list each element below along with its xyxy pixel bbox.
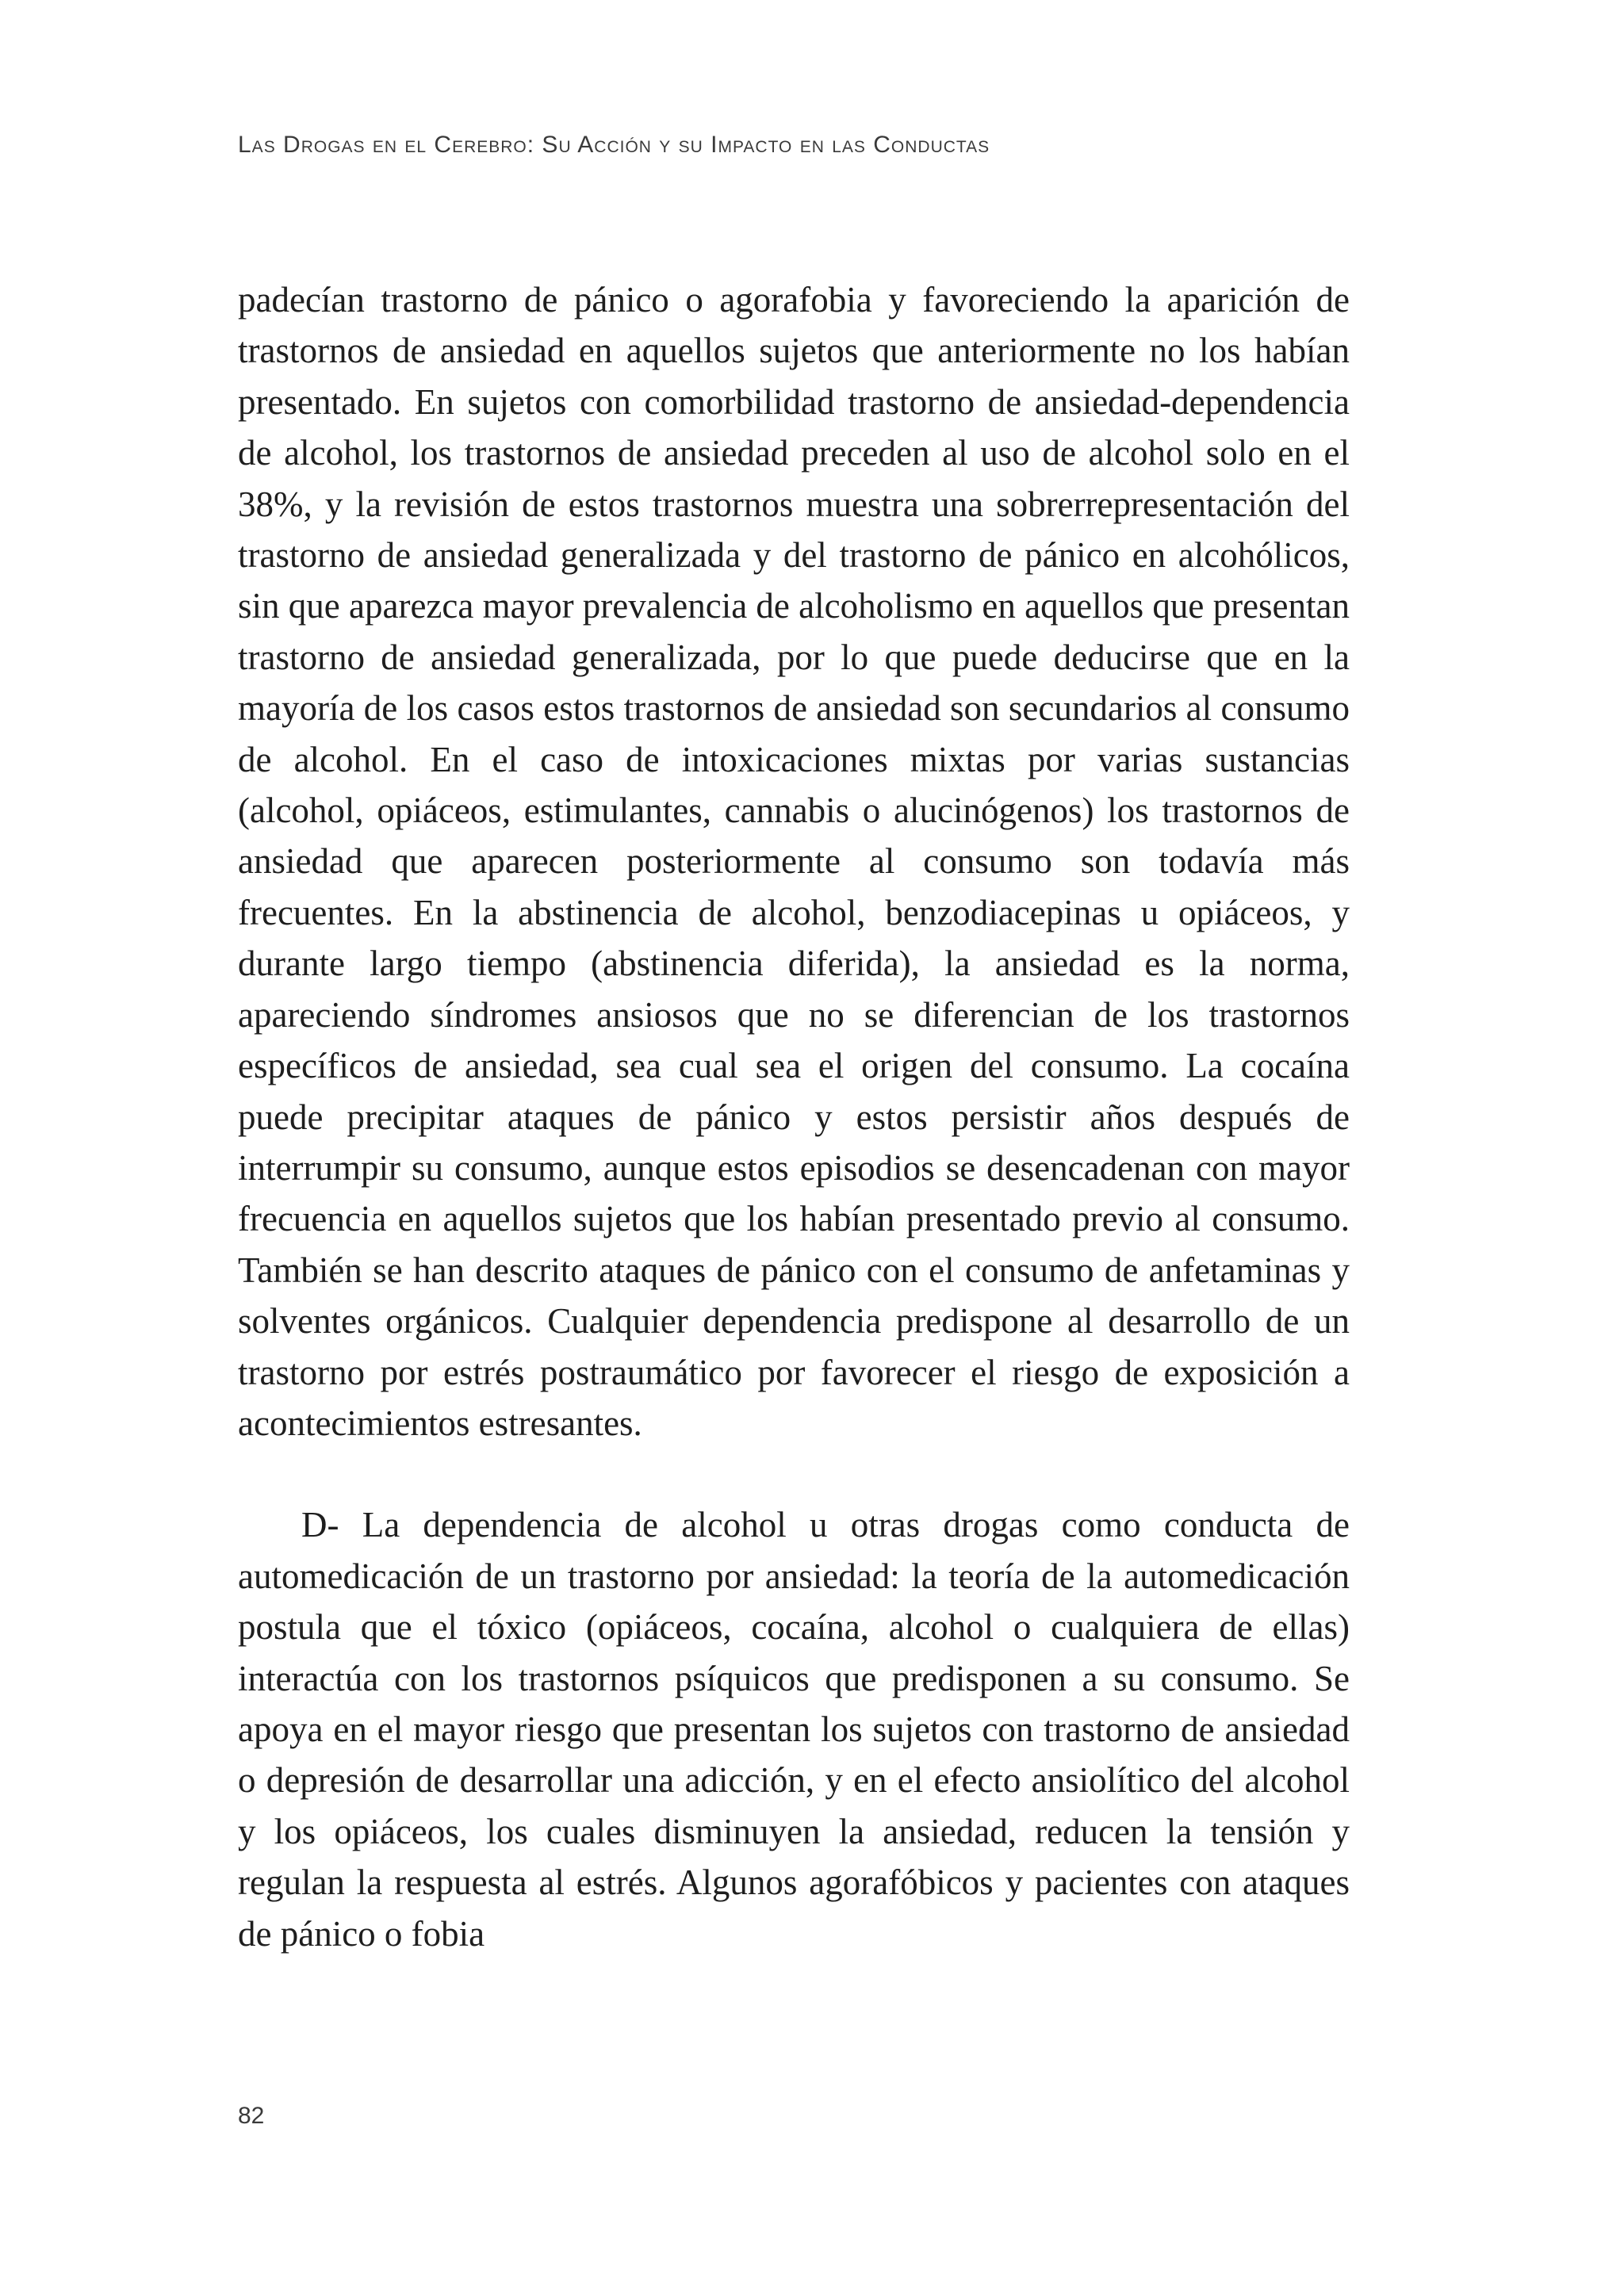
paragraph-anxiety-disorders: padecían trastorno de pánico o agorafobia y favoreciendo la aparición de trastornos de ansiedad en aquellos sujetos que anteriormente no los habían presentado. En sujetos con comorbilidad trastorno de ansiedad-dependencia de alcohol, los trastornos de ansiedad preceden al uso de alcohol solo en el 38%, y la revisión de estos trastornos muestra una sobrerrepresentación del trastorno de ansiedad generalizada y del trastorno de pánico en alcohólicos, sin que aparezca mayor prevalencia de alcoholismo en aquellos que presentan trastorno de ansiedad generalizada, por lo que puede deducirse que en la mayoría de los casos estos trastornos de ansiedad son secundarios al consumo de alcohol. En el caso de intoxicaciones mixtas por varias sustancias (alcohol, opiáceos, estimulantes, cannabis o alucinógenos) los trastornos de ansiedad que aparecen posteriormente al consumo son todavía más frecuentes. En la abstinencia de alcohol, benzodiacepinas u opiáceos, y durante largo tiempo (abstinencia diferida), la ansiedad es la norma, apareciendo síndromes ansiosos que no se diferencian de los trastornos específicos de ansiedad, sea cual sea el origen del consumo. La cocaína puede precipitar ataques de pánico y estos persistir años después de interrumpir su consumo, aunque estos episodios se desencadenan con mayor frecuencia en aquellos sujetos que los habían presentado previo al consumo. También se han descrito ataques de pánico con el consumo de anfetaminas y solventes orgánicos. Cualquier dependencia predispone al desarrollo de un trastorno por estrés postraumático por favorecer el riesgo de exposición a acontecimientos estresantes. bbox=[238, 280, 1350, 1443]
page-number: 82 bbox=[238, 2103, 265, 2129]
body-text bbox=[238, 274, 1350, 1959]
paragraph-self-medication: D- La dependencia de alcohol u otras drogas como conducta de automedicación de un trastorno por ansiedad: la teoría de la automedicación postula que el tóxico (opiáceos, cocaína, alcohol o cualquiera de ellas) interactúa con los trastornos psíquicos que predisponen a su consumo. Se apoya en el mayor riesgo que presentan los sujetos con trastorno de ansiedad o depresión de desarrollar una adicción, y en el efecto ansiolítico del alcohol y los opiáceos, los cuales disminuyen la ansiedad, reducen la tensión y regulan la respuesta al estrés. Algunos agorafóbicos y pacientes con ataques de pánico o fobia bbox=[238, 1505, 1350, 1954]
running-header: Las Drogas en el Cerebro: Su Acción y su Impacto en las Conductas bbox=[238, 132, 990, 158]
